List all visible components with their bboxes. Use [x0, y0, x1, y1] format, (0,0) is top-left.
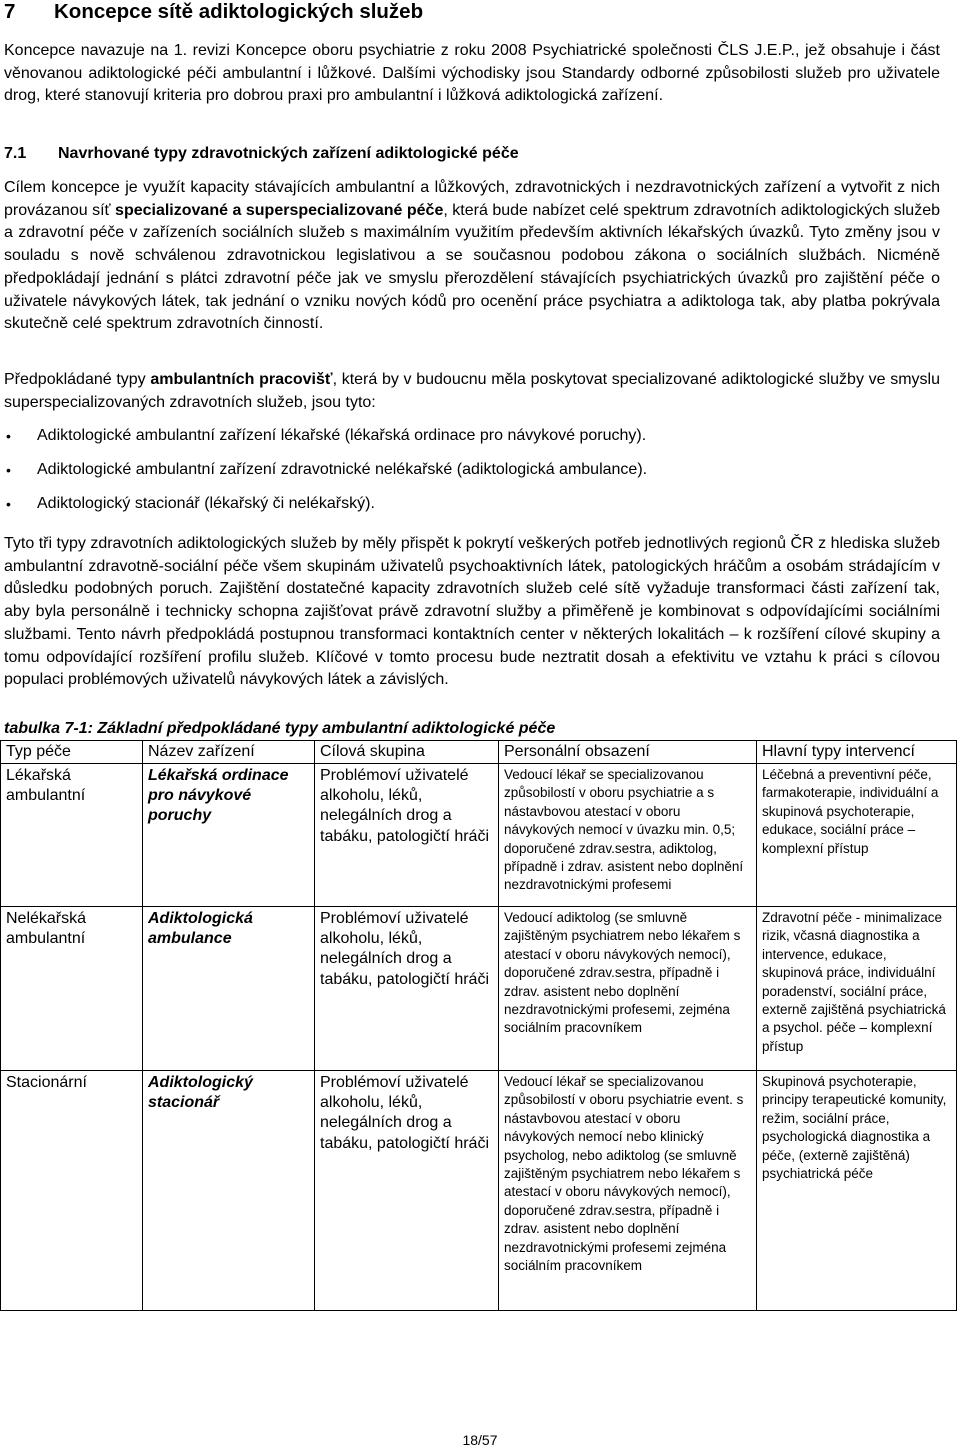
cell-care-type: Nelékařská ambulantní [1, 907, 143, 1071]
paragraph-goal-text-a: Cílem koncepce je využít kapacity stávajících ambulantní a lůžkových, zdravotnických i nezdravotnických zařízení a vytvořit z nich provázanou síť [4, 179, 940, 219]
chapter-heading [4, 0, 423, 24]
cell-target-group: Problémoví uživatelé alkoholu, léků, nelegálních drog a tabáku, patologičtí hráči [315, 907, 499, 1071]
cell-interventions: Zdravotní péče - minimalizace rizik, včasná diagnostika a intervence, edukace, skupinová práce, individuální poradenství, sociální práce, externě zajištěná psychiatrická a psychol. péče – komplexní přístup [757, 907, 957, 1071]
paragraph-goal-emphasis: specializované a superspecializované péče [115, 201, 444, 219]
table-row [1, 907, 957, 1071]
table-caption: tabulka 7-1: Základní předpokládané typy ambulantní adiktologické péče [4, 720, 556, 737]
list-item: • Adiktologické ambulantní zařízení lékařské (lékařská ordinace pro návykové poruchy). [4, 425, 940, 459]
cell-facility-name: Adiktologický stacionář [143, 1071, 315, 1311]
cell-care-type: Lékařská ambulantní [1, 764, 143, 907]
paragraph-types-text-a: Předpokládané typy [4, 371, 151, 388]
table-header-row [1, 741, 957, 764]
paragraph-types-text-b: , která by v budoucnu měla poskytovat specializované adiktologické služby ve smyslu superspecializovaných zdravotních služeb, jsou tyto: [4, 371, 941, 411]
cell-facility-name: Adiktologická ambulance [143, 907, 315, 1071]
intro-paragraph: Koncepce navazuje na 1. revizi Koncepce oboru psychiatrie z roku 2008 Psychiatrické společnosti ČLS J.E.P., jež obsahuje i část věnovanou adiktologické péči ambulantní i lůžkové. Dalšími východisky jsou Standardy odborné způsobilosti služeb pro uživatele drog, které stanovují kriteria pro dobrou praxi pro ambulantní i lůžková adiktologická zařízení. [4, 42, 940, 105]
cell-interventions: Skupinová psychoterapie, principy terapeutické komunity, režim, sociální práce, psychologická diagnostika a péče, (externě zajištěná) psychiatrická péče [757, 1071, 957, 1311]
header-facility-name: Název zařízení [143, 741, 315, 764]
header-staffing: Personální obsazení [499, 741, 757, 764]
cell-staffing: Vedoucí adiktolog (se smluvně zajištěným psychiatrem nebo lékařem s atestací v oboru návykových nemocí), doporučené zdrav.sestra, případně i zdrav. asistent nebo doplnění nezdravotnickými profesemi, zejména sociálním pracovníkem [499, 907, 757, 1071]
paragraph-types [4, 369, 940, 414]
cell-staffing: Vedoucí lékař se specializovanou způsobilostí v oboru psychiatrie event. s nástavbovou atestací v oboru návykových nemocí nebo klinický psycholog, nebo adiktolog (se smluvně zajištěným psychiatrem nebo lékařem s atestací v oboru návykových nemocí), doporučené zdrav.sestra, případně i zdrav. asistent nebo doplnění nezdravotnickými profesemi zejména sociálním pracovníkem [499, 1071, 757, 1311]
paragraph-goal [4, 177, 940, 336]
cell-target-group: Problémoví uživatelé alkoholu, léků, nelegálních drog a tabáku, patologičtí hráči [315, 1071, 499, 1311]
page-number: 18/57 [462, 1432, 498, 1448]
chapter-title: Koncepce sítě adiktologických služeb [54, 0, 424, 23]
cell-staffing: Vedoucí lékař se specializovanou způsobilostí v oboru psychiatrie a s nástavbovou atestací v oboru návykových nemocí v úvazku min. 0,5; doporučené zdrav.sestra, adiktolog, případně i zdrav. asistent nebo doplnění nezdravotnickými profesemi [499, 764, 757, 907]
table-row [1, 764, 957, 907]
list-item: • Adiktologické ambulantní zařízení zdravotnické nelékařské (adiktologická ambulance). [4, 459, 940, 493]
facility-type-list [4, 425, 940, 527]
cell-target-group: Problémoví uživatelé alkoholu, léků, nelegálních drog a tabáku, patologičtí hráči [315, 764, 499, 907]
section-title: Navrhované typy zdravotnických zařízení adiktologické péče [58, 145, 519, 162]
header-interventions: Hlavní typy intervencí [757, 741, 957, 764]
header-care-type: Typ péče [1, 741, 143, 764]
list-item: • Adiktologický stacionář (lékařský či nelékařský). [4, 493, 940, 527]
header-target-group: Cílová skupina [315, 741, 499, 764]
cell-facility-name: Lékařská ordinace pro návykové poruchy [143, 764, 315, 907]
table-row [1, 1071, 957, 1311]
paragraph-types-emphasis: ambulantních pracovišť [150, 371, 333, 388]
section-heading [4, 145, 519, 163]
facility-types-table [0, 740, 957, 1311]
section-number: 7.1 [4, 145, 27, 162]
paragraph-transformation: Tyto tři typy zdravotních adiktologických služeb by měly přispět k pokrytí veškerých potřeb jednotlivých regionů ČR z hlediska služeb ambulantní zdravotně-sociální péče všem skupinám uživatelů psychoaktivních látek, patologických hráčům a osobám strádajícím v důsledku podobných poruch. Zajištění dostatečné kapacity zdravotních služeb celé sítě vyžaduje transformaci části zařízení tak, aby byla personálně i technicky schopna zajišťovat právě zdravotní služby a přiměřeně je kombinovat s odpovídajícími sociálními službami. Tento návrh předpokládá postupnou transformaci kontaktních center v některých lokalitách – k rozšíření cílové skupiny a tomu odpovídající rozšíření profilu služeb. Klíčové v tomto procesu bude neztratit dosah a efektivitu ve vztahu k práci s cílovou populaci problémových uživatelů návykových látek a závislých. [4, 535, 940, 689]
cell-interventions: Léčebná a preventivní péče, farmakoterapie, individuální a skupinová psychoterapie, edukace, sociální práce – komplexní přístup [757, 764, 957, 907]
paragraph-goal-text-b: , která bude nabízet celé spektrum zdravotních adiktologických služeb a zdravotní péče v zařízeních sociálních služeb s maximálním využitím především aktivních lékařských úvazků. Tyto změny jsou v souladu s nově schválenou zdravotnickou legislativou a se současnou podobou zákona o sociálních službách. Nicméně předpokládají jednání s plátci zdravotní péče jak ve smyslu přerozdělení stávajících psychiatrických úvazků pro zajištění péče o uživatele návykových látek, tak jednání o vzniku nových kódů pro ocenění práce psychiatra a adiktologa tak, aby platba pokrývala skutečně celé spektrum zdravotních činností. [4, 201, 940, 333]
chapter-number: 7 [4, 0, 16, 23]
cell-care-type: Stacionární [1, 1071, 143, 1311]
